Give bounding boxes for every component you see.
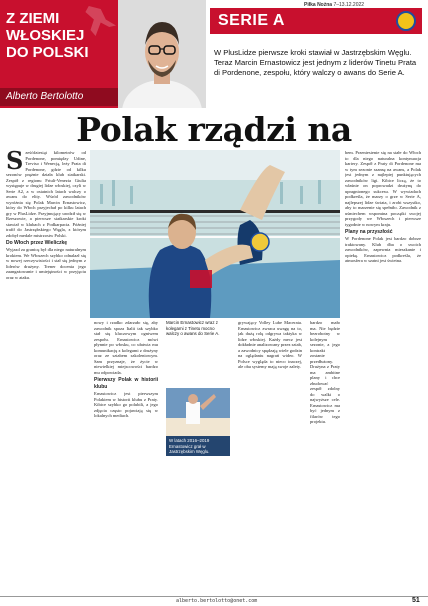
column-title-line-3: DO POLSKI (6, 44, 89, 61)
lead-paragraph: W PlusLidze pierwsze kroki stawiał w Jastrzębskim Węglu. Teraz Marcin Ernastowicz jest jednym z liderów Tinetu Prata di Pordenone, zespołu, który walczy o awans do Serie A. (214, 48, 417, 77)
author-email: alberto.bertolotto@onet.com (176, 598, 258, 604)
article-column-3 (238, 320, 302, 595)
column-3-text: grywający Volley Lube Macerata. Ernastowicz zwraca uwagę na to, jak dużą rolę odgrywa taktyka w lidze włoskiej. Każdy mecz jest dokładnie analizowany przez sztab, a zawodnicy spędzają wiele godzin na oglądaniu nagrań wideo. W Polsce wygląda to nieco inaczej, ale oba systemy mają swoje zalety. (238, 320, 302, 369)
article-column-1 (6, 150, 86, 595)
column-title (6, 10, 112, 61)
column-header (0, 0, 118, 108)
column-1-text: ześćdziesiąt kilometrów od Pordenone, pomiędzy Udine, Treviso i Wenecją, leży Prata di Pordenone, gdzie od kilku sezonów prężnie działa klub siatkarski. Zespół z regionu Friuli-Venezia Giulia występuje w drugiej lidze włoskiej, czyli w Serie A2, a w ostatnich latach walczy o awans do elity. Wśród zawodników wyróżnia się Polak Marcin Ernastowicz, który do Włoch przyjechał po kilku latach gry w PlusLidze. Przyjmujący urodził się w Rzeszowie, a pierwsze siatkarskie kroki stawiał w klubach z Podkarpacia. Później trafił do Jastrzębskiego Węgla, z którym zdobył medale mistrzostw Polski. (6, 150, 86, 238)
column-title-line-2: WŁOSKIEJ (6, 27, 85, 44)
author-portrait (118, 0, 206, 108)
subheading-2: Pierwszy Polak w historii klubu (94, 377, 158, 390)
subheading-3: Plany na przyszłość (345, 229, 393, 235)
section-banner (210, 8, 422, 34)
article-column-2 (94, 320, 158, 595)
column-5b-text: W Pordenone Polak jest bardzo dobrze traktowany. Klub dba o swoich zawodników, zapewnia mieszkanie i opiekę. Ernastowicz podkreśla, że atmosfera w szatni jest świetna. (345, 236, 421, 263)
column-title-line-1: Z ZIEMI (6, 10, 60, 27)
subheading-1: Do Włoch przez Wieliczkę (6, 240, 68, 246)
column-5-text: bem. Przeniesienie się na stałe do Włoch to dla niego naturalna kontynuacja kariery. Zespół z Praty di Pordenone ma w tym sezonie szansę na awans, a Polak jest jednym z najlepiej punktujących zawodników ligi. Kibice liczą, że to właśnie on poprowadzi drużynę do upragnionego sukcesu. W wywiadach podkreśla, że marzy o grze w Serie A, najlepszej lidze świata, i zrobi wszystko, aby to marzenie się spełniło. Zawodnik z uśmiechem wspomina początki swojej przygody we Włoszech i pierwsze tygodnie w nowym kraju. (345, 150, 421, 227)
article-column-4 (310, 320, 340, 595)
column-2b-text: Ernastowicz jest pierwszym Polakiem w historii klubu z Praty. Kibice szybko go polubili, a jego zdjęcia często pojawiają się w lokalnych mediach. (94, 391, 158, 418)
drop-cap: S (6, 150, 24, 175)
column-2-text: nowy i rzadko zdarzało się, aby zawodnik spoza Italii tak szybko stał się kluczowym ogniwem zespołu. Ernastowicz mówi płynnie po włosku, co ułatwia mu komunikację z kolegami z drużyny oraz ze sztabem szkoleniowym. Sam przyznaje, że życie w niewielkiej miejscowości bardzo mu odpowiada. (94, 320, 158, 375)
photo-caption: Marcin Ernastowicz wraz z kolegami z Tinetu mocno walczy o awans do Serie A. (166, 320, 220, 337)
page-number: 51 (412, 597, 420, 604)
secondary-photo-caption: W latach 2016–2019 Ernastowicz grał w Jastrzębskim Węglu. (166, 436, 230, 456)
volleyball-icon (396, 11, 416, 31)
section-label: SERIE A (218, 12, 285, 29)
column-author: Alberto Bertolotto (6, 91, 84, 102)
outlet-name: Piłka Nożna (304, 2, 333, 8)
headline: Polak rządzi na (76, 110, 352, 149)
article-column-5 (345, 150, 421, 580)
main-photo (90, 150, 340, 318)
page-footer (0, 596, 428, 606)
secondary-photo (166, 388, 230, 436)
column-1b-text: Wyjazd za granicę był dla niego naturalnym krokiem. We Włoszech szybko odnalazł się w nowej rzeczywistości i stał się jednym z liderów drużyny. Trener docenia jego zaangażowanie i umiejętności w przyjęciu oraz w ataku. (6, 247, 86, 280)
issue-date: 7–13.12.2022 (333, 2, 365, 8)
column-4-text: bardzo mało ma. Nie będzie bezrobotny w kolejnym sezonie, a jego kontrakt zostanie przedłużony. Drużyna z Praty ma ambitne plany i chce zbudować zespół zdolny do walki o najwyższe cele. Ernastowicz ma być jednym z filarów tego projektu. (310, 320, 340, 424)
